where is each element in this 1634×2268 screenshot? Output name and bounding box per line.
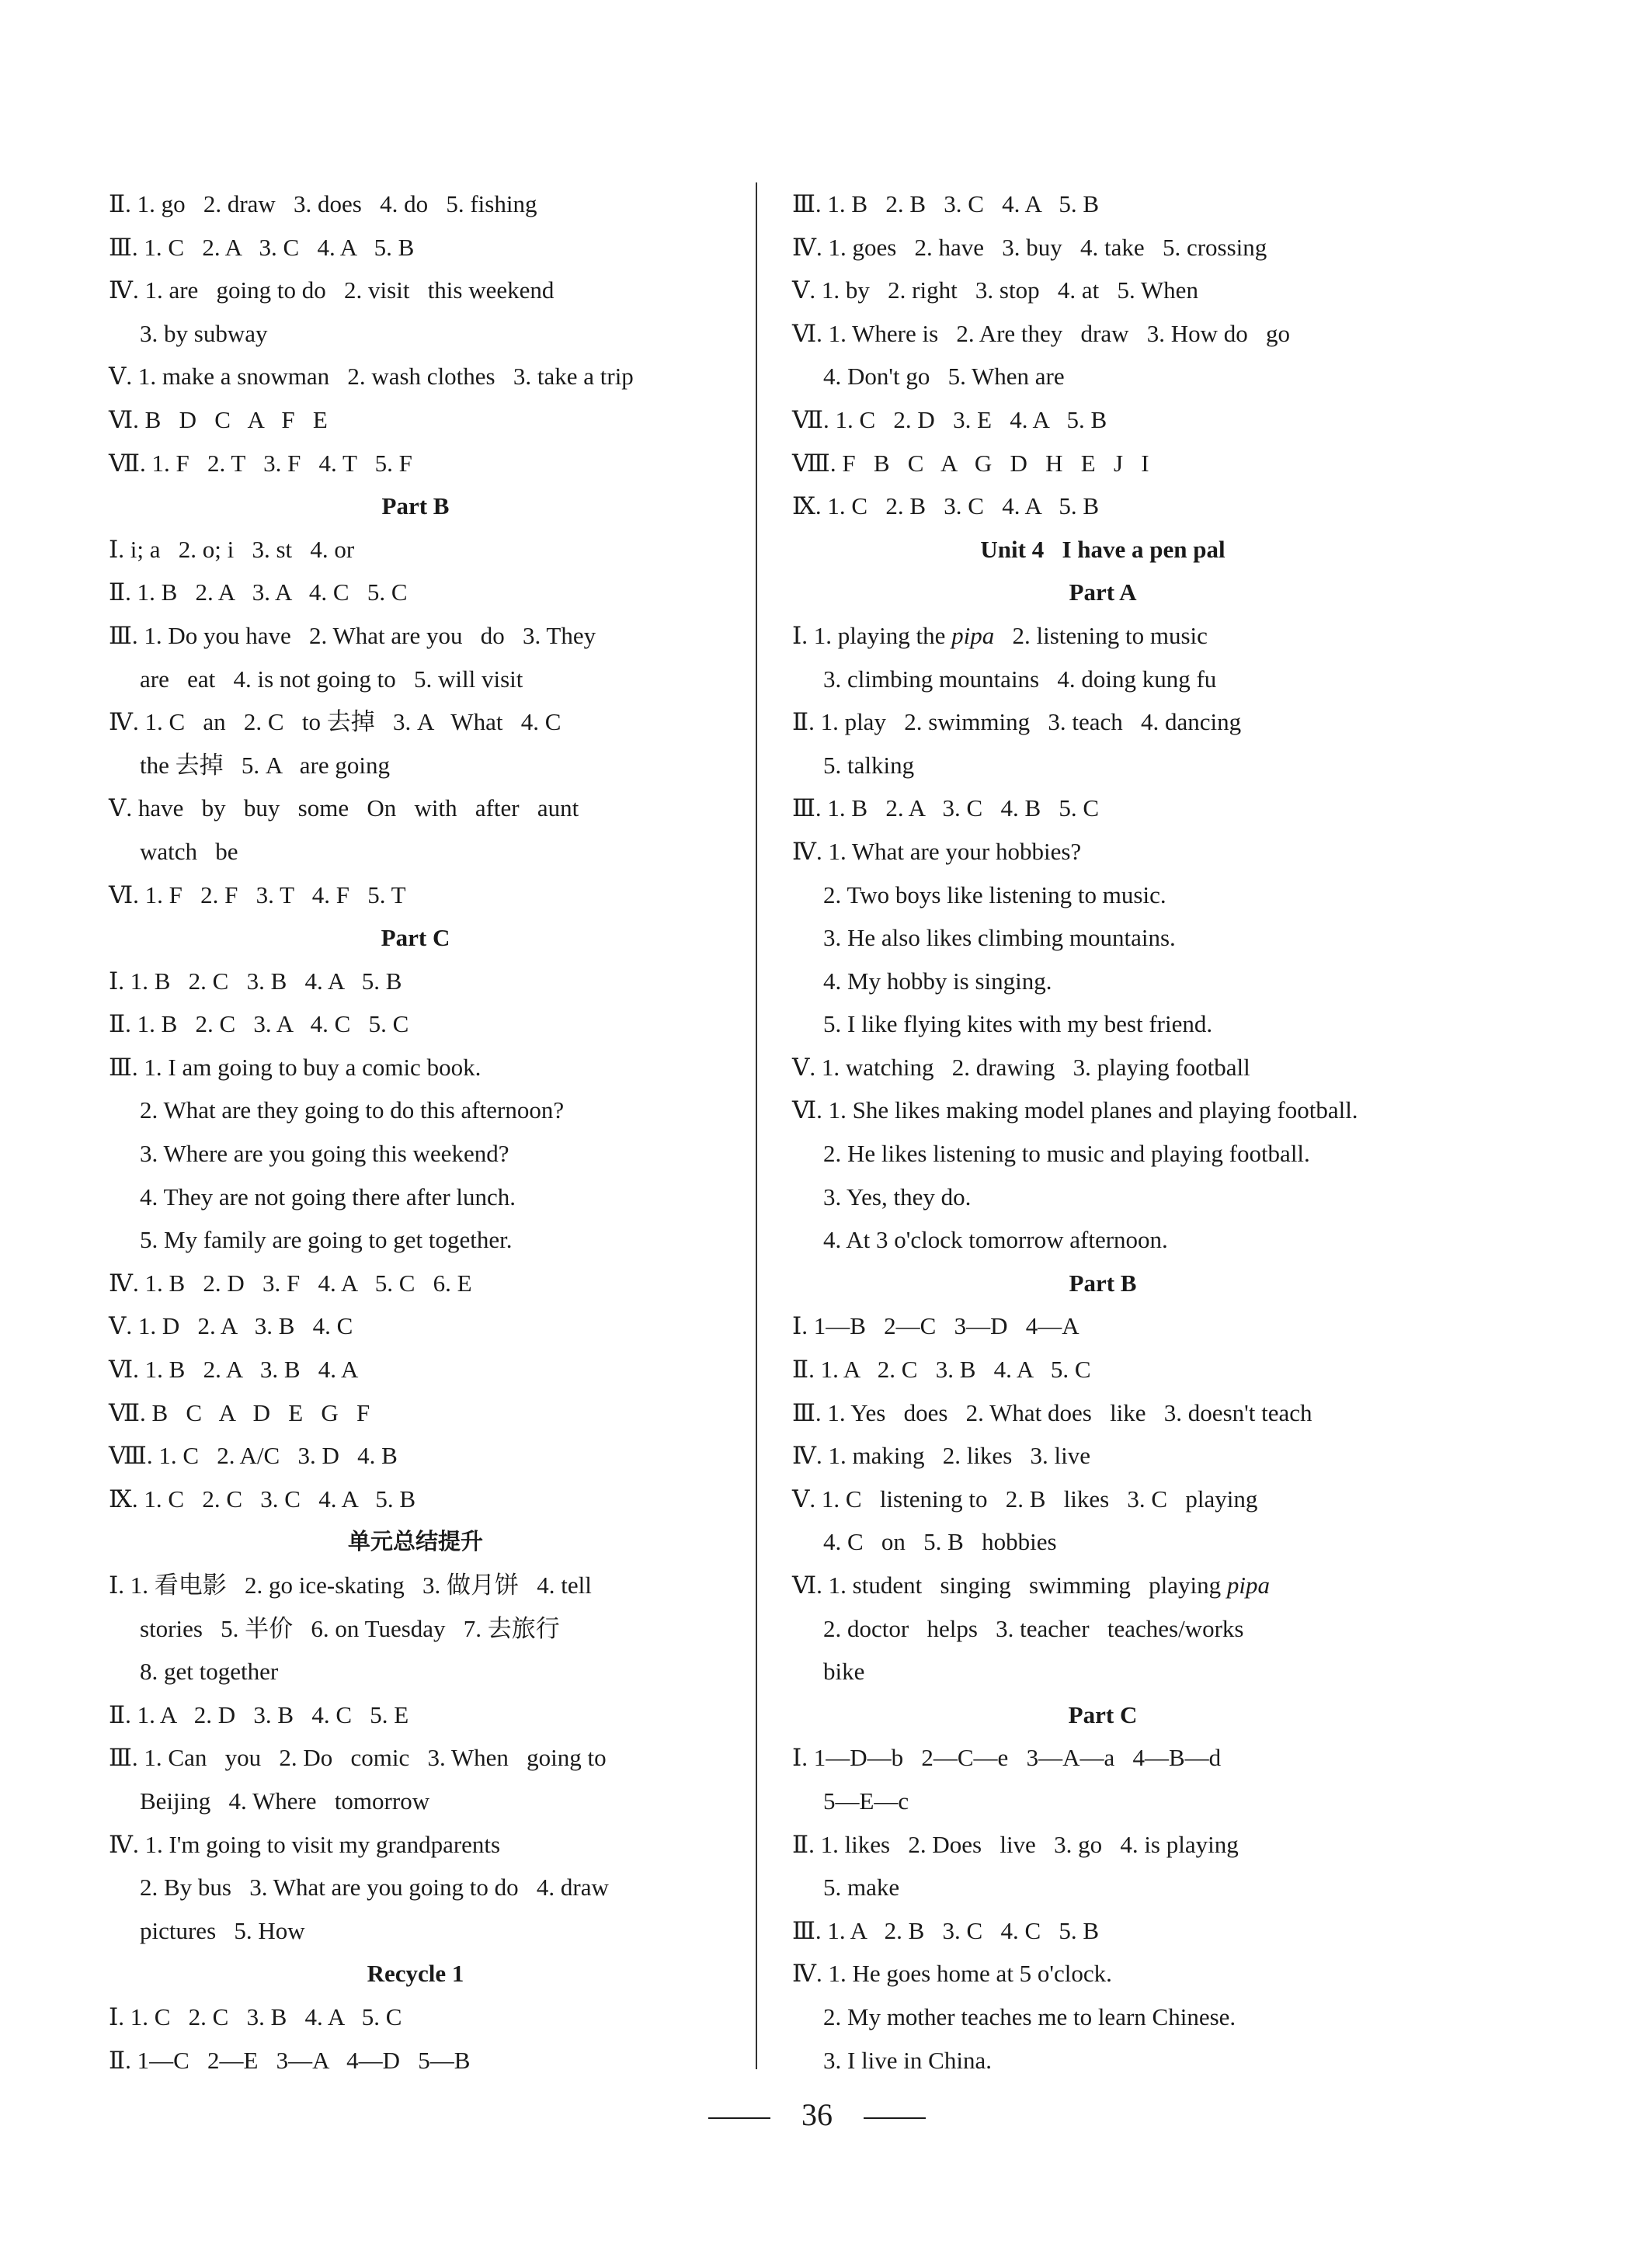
answer-line: Ⅳ. 1. B 2. D 3. F 4. A 5. C 6. E [109, 1269, 472, 1297]
answer-continuation-line: 4. At 3 o'clock tomorrow afternoon. [823, 1226, 1168, 1254]
answer-line: Ⅶ. 1. F 2. T 3. F 4. T 5. F [109, 449, 412, 477]
section-heading: Part B [1069, 1269, 1137, 1297]
answer-line: Ⅲ. 1. Can you 2. Do comic 3. When going to [109, 1744, 607, 1772]
answer-line: Ⅱ. 1. likes 2. Does live 3. go 4. is playing [792, 1830, 1239, 1858]
answer-line: Ⅲ. 1. A 2. B 3. C 4. C 5. B [792, 1916, 1100, 1944]
answer-line: Ⅵ. 1. She likes making model planes and playing football. [792, 1096, 1358, 1124]
answer-continuation-line: 5. make [823, 1874, 900, 1902]
section-heading: Recycle 1 [367, 1960, 464, 1988]
answer-line: Ⅳ. 1. C an 2. C to 去掉 3. A What 4. C [109, 708, 561, 736]
answer-line: Ⅲ. 1. Do you have 2. What are you do 3. They [109, 621, 596, 649]
answer-line: Ⅴ. 1. make a snowman 2. wash clothes 3. take a trip [109, 363, 634, 391]
answer-line: Ⅱ. 1. B 2. A 3. A 4. C 5. C [109, 578, 408, 606]
left-answer-column [109, 182, 722, 2082]
answer-line [792, 614, 1413, 658]
footer-dash-left [708, 2117, 770, 2119]
answer-line: Ⅱ. 1. B 2. C 3. A 4. C 5. C [109, 1010, 409, 1038]
column-divider [756, 182, 757, 2069]
answer-continuation-line: 3. by subway [140, 319, 268, 347]
answer-line: Ⅰ. i; a 2. o; i 3. st 4. or [109, 535, 355, 563]
answer-line: Ⅰ. 1. B 2. C 3. B 4. A 5. B [109, 967, 402, 995]
page-number-footer [0, 2096, 1634, 2133]
right-answer-column [792, 182, 1413, 2082]
answer-continuation-line: 8. get together [140, 1658, 279, 1686]
answer-continuation-line: 3. Where are you going this weekend? [140, 1140, 509, 1168]
answer-continuation-line: 4. They are not going there after lunch. [140, 1183, 516, 1210]
answer-continuation-line: 5. talking [823, 751, 915, 779]
footer-dash-right [864, 2117, 926, 2119]
answer-continuation-line: 4. C on 5. B hobbies [823, 1528, 1057, 1556]
answer-continuation-line: 3. climbing mountains 4. doing kung fu [823, 665, 1217, 693]
answer-line: Ⅴ. 1. by 2. right 3. stop 4. at 5. When [792, 276, 1198, 304]
answer-text: Ⅵ. 1. student singing swimming playing [792, 1572, 1227, 1599]
answer-line: Ⅴ. 1. D 2. A 3. B 4. C [109, 1312, 353, 1340]
answer-line: Ⅵ. 1. B 2. A 3. B 4. A [109, 1356, 359, 1384]
answer-line: Ⅱ. 1—C 2—E 3—A 4—D 5—B [109, 2046, 471, 2074]
answer-line: Ⅶ. 1. C 2. D 3. E 4. A 5. B [792, 405, 1107, 433]
answer-line: Ⅴ. 1. C listening to 2. B likes 3. C playing [792, 1485, 1258, 1513]
answer-line: Ⅳ. 1. are going to do 2. visit this weekend [109, 276, 555, 304]
answer-line: Ⅳ. 1. I'm going to visit my grandparents [109, 1830, 501, 1858]
answer-continuation-line: 2. He likes listening to music and playing football. [823, 1140, 1310, 1168]
answer-line: Ⅲ. 1. B 2. B 3. C 4. A 5. B [792, 190, 1100, 217]
answer-line: Ⅷ. F B C A G D H E J I [792, 449, 1149, 477]
answer-continuation-line: 4. Don't go 5. When are [823, 363, 1065, 391]
answer-line: Ⅸ. 1. C 2. B 3. C 4. A 5. B [792, 492, 1100, 520]
answer-line: Ⅵ. 1. F 2. F 3. T 4. F 5. T [109, 880, 406, 908]
answer-continuation-line: 3. He also likes climbing mountains. [823, 924, 1176, 952]
answer-continuation-line: Beijing 4. Where tomorrow [140, 1787, 430, 1815]
answer-continuation-line: 2. My mother teaches me to learn Chinese. [823, 2002, 1236, 2030]
answer-line: Ⅳ. 1. making 2. likes 3. live [792, 1442, 1090, 1470]
answer-continuation-line: 2. Two boys like listening to music. [823, 880, 1166, 908]
answer-continuation-line: are eat 4. is not going to 5. will visit [140, 665, 523, 693]
answer-line: Ⅰ. 1—D—b 2—C—e 3—A—a 4—B—d [792, 1744, 1222, 1772]
answer-line: Ⅱ. 1. go 2. draw 3. does 4. do 5. fishing [109, 190, 537, 217]
answer-continuation-line: stories 5. 半价 6. on Tuesday 7. 去旅行 [140, 1614, 560, 1642]
answer-line: Ⅶ. B C A D E G F [109, 1398, 370, 1426]
answer-continuation-line: 3. I live in China. [823, 2046, 992, 2074]
answer-line [792, 1564, 1413, 1607]
answer-line: Ⅵ. B D C A F E [109, 405, 328, 433]
answer-line: Ⅲ. 1. I am going to buy a comic book. [109, 1053, 482, 1081]
italic-term: pipa [951, 621, 995, 649]
answer-line: Ⅴ. have by buy some On with after aunt [109, 794, 579, 822]
section-heading: Part B [381, 492, 450, 520]
answer-line: Ⅰ. 1. 看电影 2. go ice-skating 3. 做月饼 4. tell [109, 1572, 592, 1599]
answer-continuation-line: 5—E—c [823, 1787, 909, 1815]
answer-line: Ⅱ. 1. play 2. swimming 3. teach 4. dancing [792, 708, 1242, 736]
answer-continuation-line: the 去掉 5. A are going [140, 751, 391, 779]
italic-term: pipa [1226, 1572, 1271, 1599]
answer-text: 2. listening to music [994, 621, 1208, 649]
answer-line: Ⅲ. 1. C 2. A 3. C 4. A 5. B [109, 233, 415, 261]
answer-continuation-line: 5. I like flying kites with my best friend. [823, 1010, 1213, 1038]
answer-continuation-line: 2. By bus 3. What are you going to do 4. draw [140, 1874, 609, 1902]
answer-continuation-line: 2. What are they going to do this afternoon? [140, 1096, 565, 1124]
answer-line: Ⅵ. 1. Where is 2. Are they draw 3. How do go [792, 319, 1291, 347]
answer-line: Ⅷ. 1. C 2. A/C 3. D 4. B [109, 1442, 398, 1470]
answer-continuation-line: 4. My hobby is singing. [823, 967, 1052, 995]
answer-line: Ⅳ. 1. He goes home at 5 o'clock. [792, 1960, 1112, 1988]
section-heading: Part A [1069, 578, 1137, 606]
answer-continuation-line: 2. doctor helps 3. teacher teaches/works [823, 1614, 1244, 1642]
answer-continuation-line: watch be [140, 837, 238, 865]
answer-continuation-line: bike [823, 1658, 865, 1686]
answer-continuation-line: 5. My family are going to get together. [140, 1226, 513, 1254]
answer-line: Ⅳ. 1. What are your hobbies? [792, 837, 1082, 865]
section-heading: Part C [381, 924, 450, 952]
section-heading: 单元总结提升 [347, 1528, 483, 1555]
answer-line: Ⅲ. 1. Yes does 2. What does like 3. doesn't teach [792, 1398, 1312, 1426]
answer-continuation-line: pictures 5. How [140, 1916, 305, 1944]
page-number: 36 [801, 2097, 833, 2132]
section-heading: Unit 4 I have a pen pal [980, 535, 1226, 563]
answer-line: Ⅸ. 1. C 2. C 3. C 4. A 5. B [109, 1485, 416, 1513]
answer-line: Ⅴ. 1. watching 2. drawing 3. playing football [792, 1053, 1250, 1081]
answer-line: Ⅲ. 1. B 2. A 3. C 4. B 5. C [792, 794, 1100, 822]
answer-line: Ⅱ. 1. A 2. C 3. B 4. A 5. C [792, 1356, 1091, 1384]
answer-line: Ⅱ. 1. A 2. D 3. B 4. C 5. E [109, 1700, 409, 1728]
answer-line: Ⅳ. 1. goes 2. have 3. buy 4. take 5. crossing [792, 233, 1267, 261]
answer-line: Ⅰ. 1—B 2—C 3—D 4—A [792, 1312, 1079, 1340]
answer-text: Ⅰ. 1. playing the [792, 621, 952, 649]
answer-continuation-line: 3. Yes, they do. [823, 1183, 972, 1210]
section-heading: Part C [1068, 1700, 1138, 1728]
answer-line: Ⅰ. 1. C 2. C 3. B 4. A 5. C [109, 2002, 402, 2030]
